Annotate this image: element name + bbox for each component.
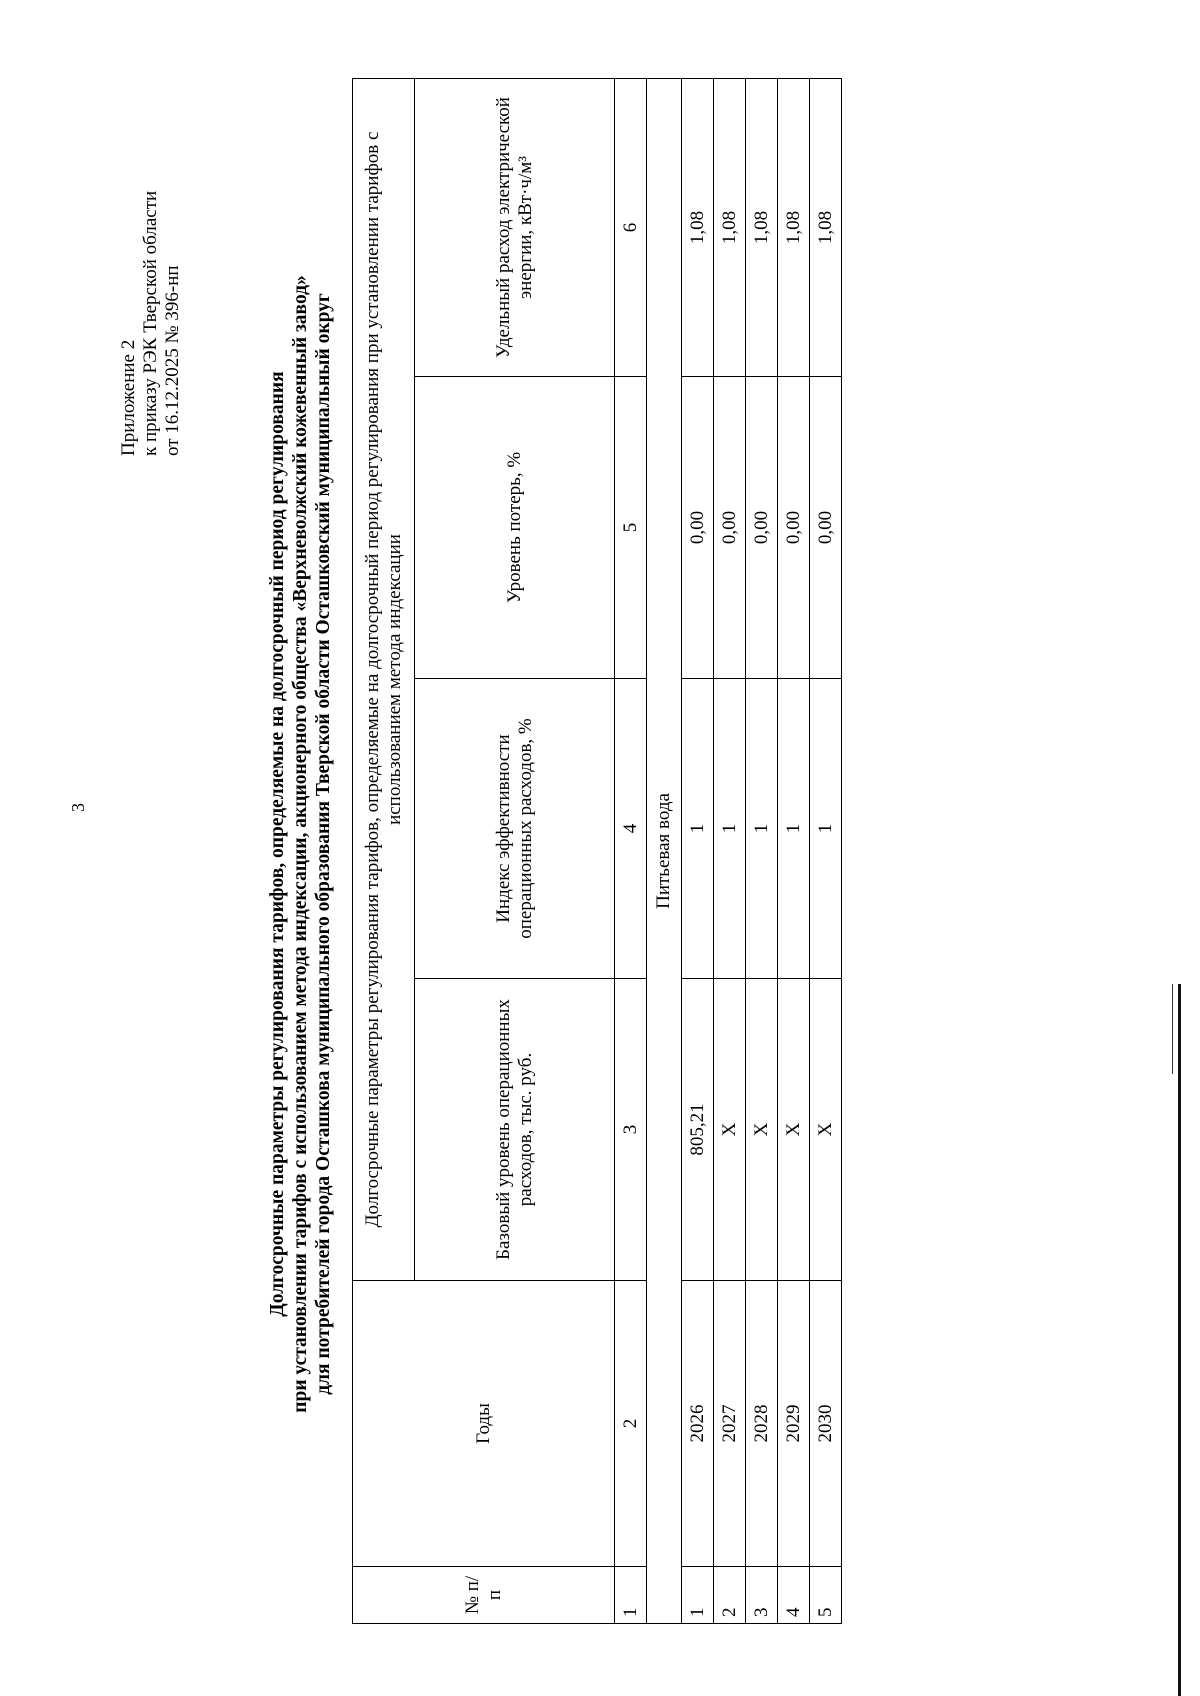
row-energy-consumption: 1,08 xyxy=(810,78,842,376)
section-label: Питьевая вода xyxy=(647,78,682,1623)
column-index: 2 xyxy=(615,1281,647,1567)
row-number: 5 xyxy=(810,1567,842,1624)
scan-edge-line xyxy=(1178,984,1181,1696)
row-number: 2 xyxy=(714,1567,746,1624)
row-base-level: Х xyxy=(778,979,810,1281)
rotated-page-content xyxy=(118,64,1018,1624)
table-row xyxy=(714,78,746,1623)
row-number: 3 xyxy=(746,1567,778,1624)
row-energy-consumption: 1,08 xyxy=(778,78,810,376)
row-efficiency-index: 1 xyxy=(746,679,778,979)
row-loss-level: 0,00 xyxy=(810,377,842,679)
column-index: 4 xyxy=(615,679,647,979)
row-base-level: 805,21 xyxy=(682,979,714,1281)
appendix-line-2: к приказу РЭК Тверской области xyxy=(140,190,161,456)
table-row xyxy=(810,78,842,1623)
row-energy-consumption: 1,08 xyxy=(714,78,746,376)
row-base-level: Х xyxy=(810,979,842,1281)
row-year: 2029 xyxy=(778,1281,810,1567)
table-row xyxy=(778,78,810,1623)
page-number: 3 xyxy=(68,803,88,812)
row-efficiency-index: 1 xyxy=(714,679,746,979)
row-base-level: Х xyxy=(714,979,746,1281)
row-loss-level: 0,00 xyxy=(746,377,778,679)
header-number: № п/п xyxy=(353,1567,615,1624)
header-base-level: Базовый уровень операционных расходов, тыс. руб. xyxy=(415,979,615,1281)
parameters-table xyxy=(352,78,842,1624)
row-year: 2030 xyxy=(810,1281,842,1567)
title-line-3: для потребителей города Осташкова муниципального образования Тверской области Осташковский муниципальный округ xyxy=(313,293,334,1395)
row-year: 2026 xyxy=(682,1281,714,1567)
table-header-row xyxy=(353,78,415,1623)
column-index: 5 xyxy=(615,377,647,679)
row-energy-consumption: 1,08 xyxy=(746,78,778,376)
table-row xyxy=(682,78,714,1623)
header-energy-consumption: Удельный расход электрической энергии, кВт·ч/м³ xyxy=(415,78,615,376)
appendix-line-1: Приложение 2 xyxy=(118,339,139,456)
column-index: 1 xyxy=(615,1567,647,1624)
title-line-1: Долгосрочные параметры регулирования тарифов, определяемые на долгосрочный период регулирования xyxy=(267,371,288,1317)
row-base-level: Х xyxy=(746,979,778,1281)
header-efficiency-index: Индекс эффективности операционных расходов, % xyxy=(415,679,615,979)
column-index: 6 xyxy=(615,78,647,376)
row-energy-consumption: 1,08 xyxy=(682,78,714,376)
row-efficiency-index: 1 xyxy=(778,679,810,979)
appendix-block xyxy=(118,76,184,456)
column-index: 3 xyxy=(615,979,647,1281)
row-number: 1 xyxy=(682,1567,714,1624)
row-loss-level: 0,00 xyxy=(682,377,714,679)
row-loss-level: 0,00 xyxy=(778,377,810,679)
row-loss-level: 0,00 xyxy=(714,377,746,679)
appendix-line-3: от 16.12.2025 № 396-нп xyxy=(162,265,183,456)
header-group: Долгосрочные параметры регулирования тарифов, определяемые на долгосрочный период регулирования при установлении тарифов с использованием метода индексации xyxy=(353,78,415,1280)
row-year: 2028 xyxy=(746,1281,778,1567)
header-years: Годы xyxy=(353,1281,615,1567)
header-loss-level: Уровень потерь, % xyxy=(415,377,615,679)
title-line-2: при установлении тарифов с использованием метода индексации, акционерного общества «Верхневолжский кожевенный завод» xyxy=(290,275,311,1413)
row-efficiency-index: 1 xyxy=(682,679,714,979)
section-row xyxy=(647,78,682,1623)
scan-edge-line xyxy=(1172,984,1173,1074)
document-title xyxy=(266,64,335,1624)
row-year: 2027 xyxy=(714,1281,746,1567)
column-index-row xyxy=(615,78,647,1623)
table-row xyxy=(746,78,778,1623)
row-number: 4 xyxy=(778,1567,810,1624)
row-efficiency-index: 1 xyxy=(810,679,842,979)
